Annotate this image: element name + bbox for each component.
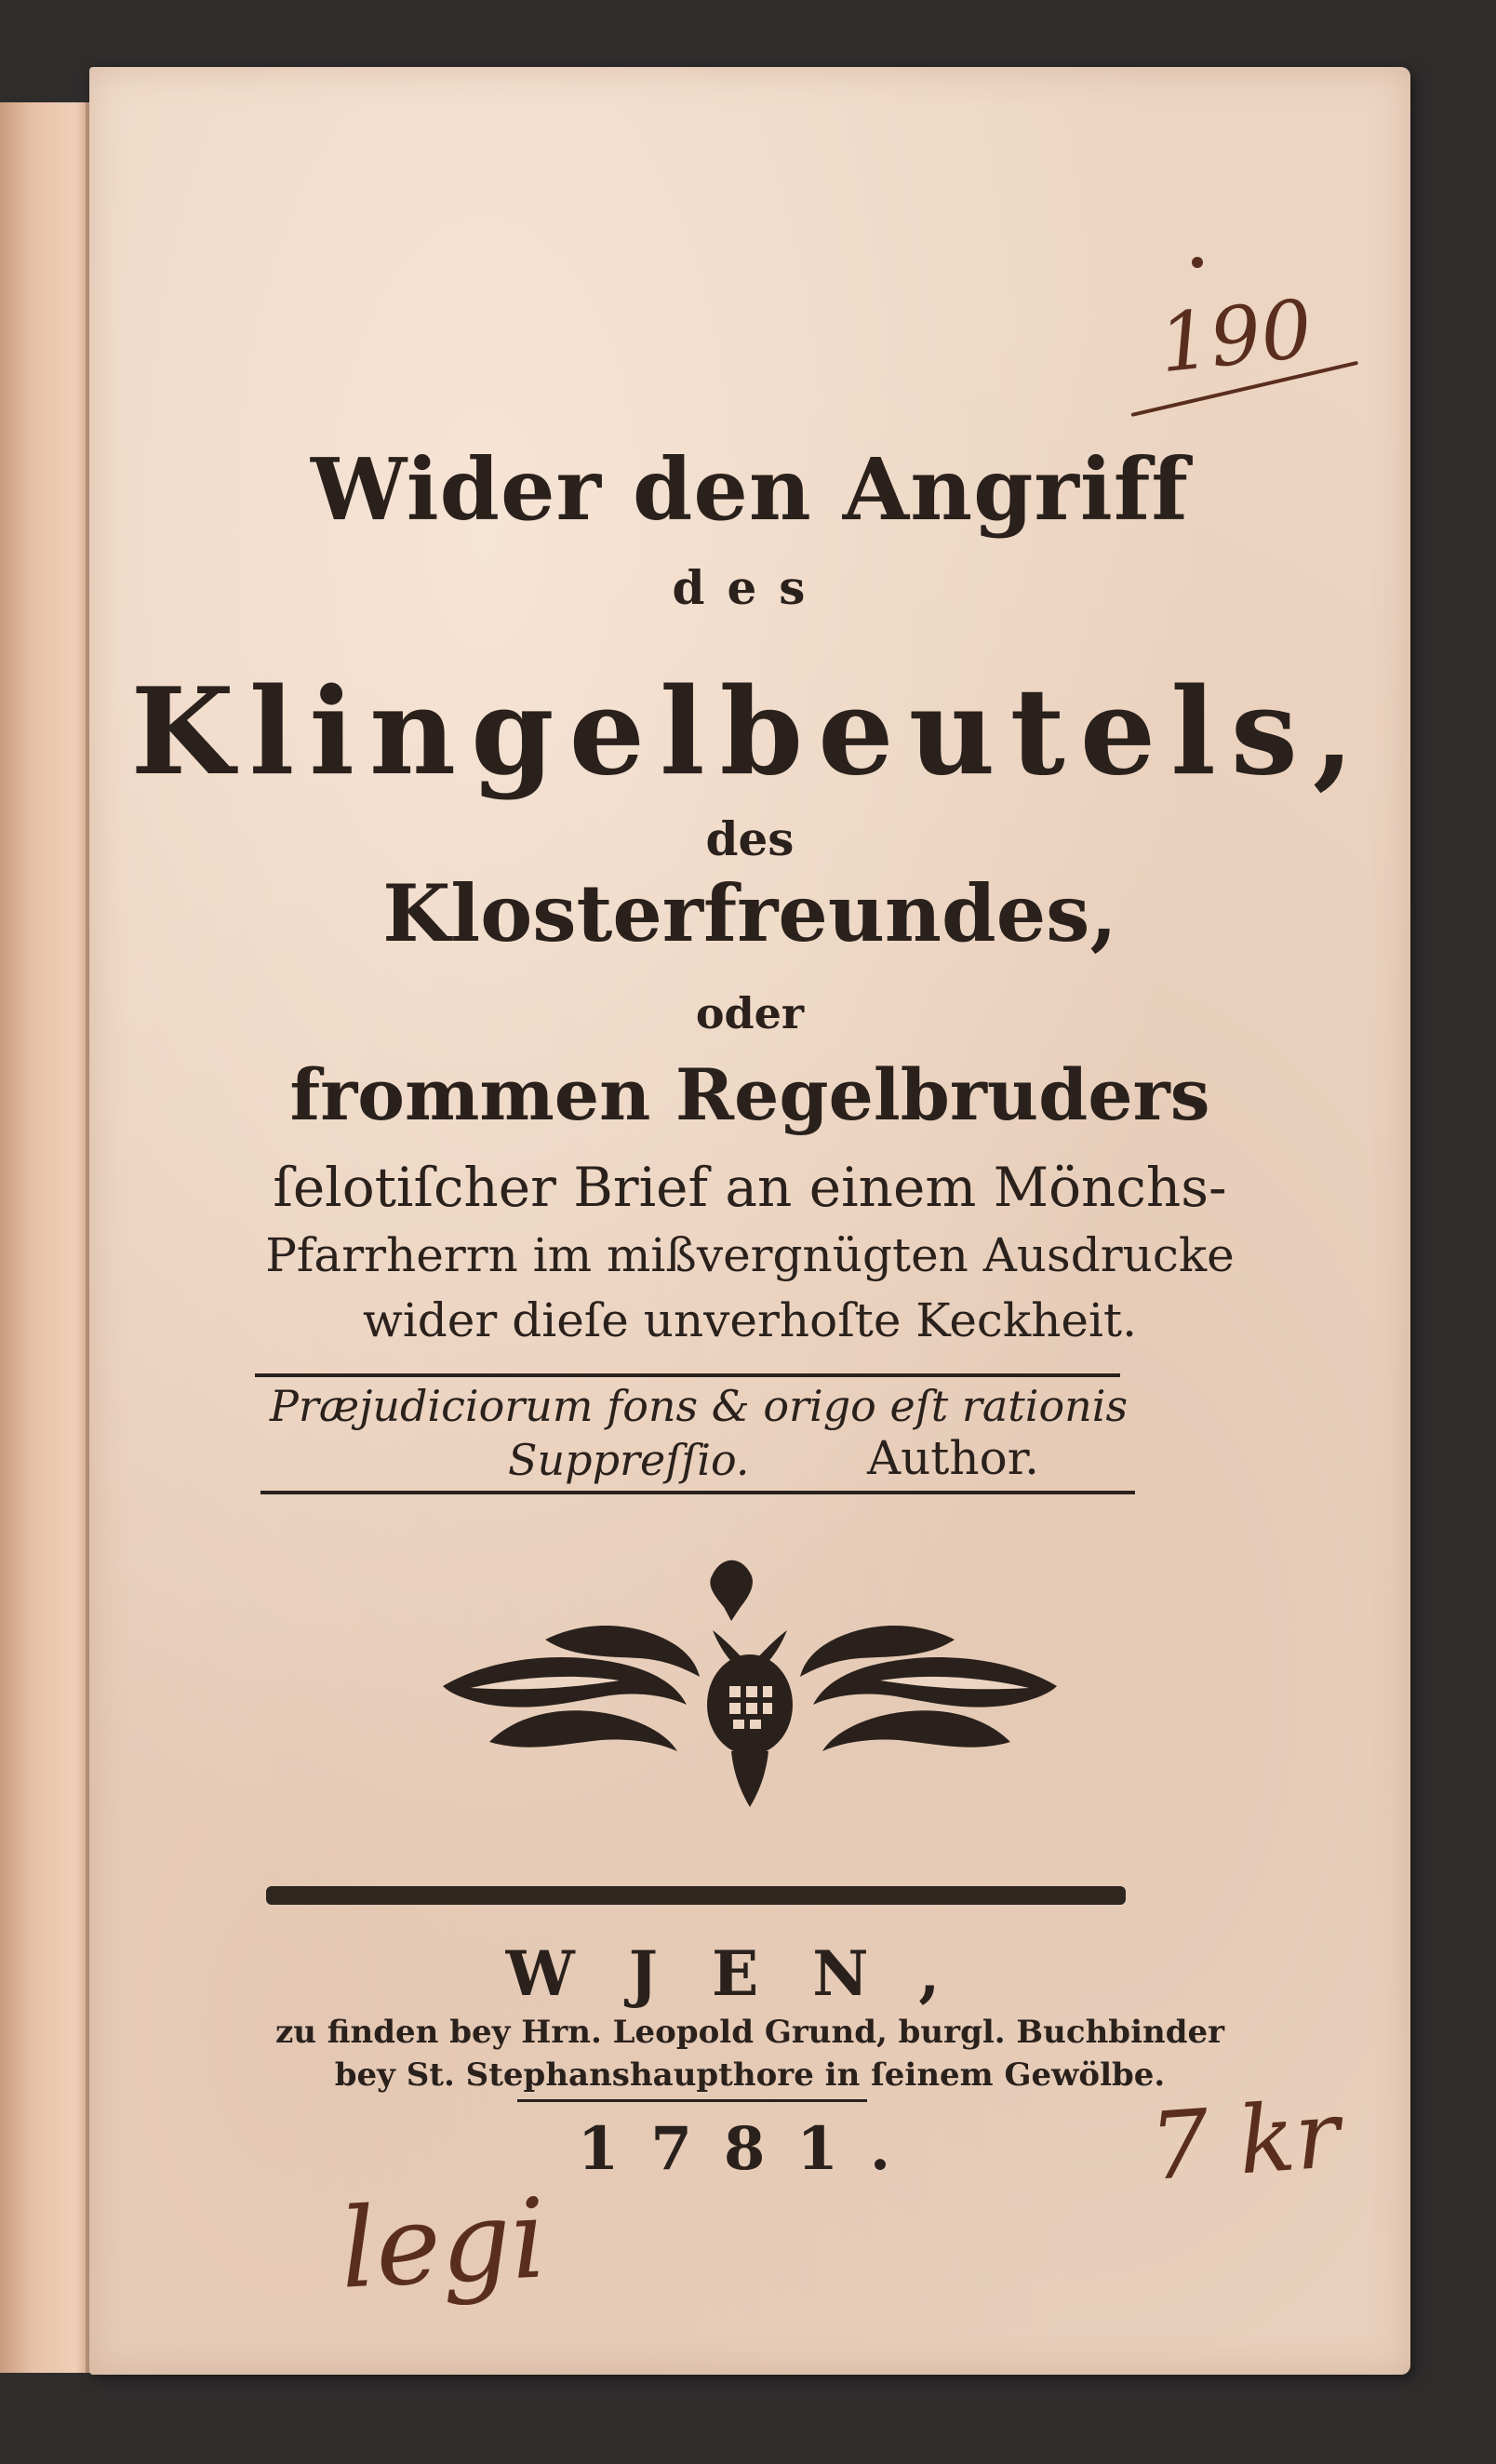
ink-dot <box>1192 257 1203 268</box>
previous-leaf-edge <box>0 102 95 2373</box>
title-line-2: Klingelbeutels, <box>130 663 1369 802</box>
divider-rule-top <box>255 1373 1120 1377</box>
motto-line-1: Præjudiciorum fons & origo eſt rationis <box>269 1381 1129 1431</box>
title-line-6: Pfarrherrn im mißvergnügten Ausdrucke <box>265 1228 1235 1282</box>
title-page <box>89 67 1410 2375</box>
motto-line-2: Suppreſſio. <box>508 1435 750 1485</box>
title-line-7: wider dieſe unverhoſte Keckheit. <box>363 1293 1137 1347</box>
handwritten-price-note: 7 kr <box>1146 2080 1343 2202</box>
divider-rule-bottom <box>260 1491 1135 1494</box>
title-des-2: des <box>705 811 795 866</box>
motto-author: Author. <box>867 1431 1040 1485</box>
title-line-5: ſelotiſcher Brief an einem Mönchs- <box>273 1156 1227 1219</box>
printers-ornament <box>434 1556 1066 1816</box>
title-oder: oder <box>695 988 805 1038</box>
title-line-1: Wider den Angriff <box>311 439 1189 540</box>
year-rule <box>517 2099 867 2102</box>
imprint-year: 1781. <box>577 2114 923 2184</box>
imprint-line-2: bey St. Stephanshaupthore in ſeinem Gewölbe. <box>334 2056 1166 2094</box>
title-line-4: frommen Regelbruders <box>289 1053 1210 1136</box>
shelfmark-number: 190 <box>1155 282 1316 392</box>
imprint-place: WJEN, <box>505 1937 995 2010</box>
title-line-3: Klosterfreundes, <box>382 867 1117 959</box>
handwritten-legi-note: legi <box>337 2174 550 2313</box>
title-des-1: des <box>672 560 828 615</box>
imprint-line-1: zu finden bey Hrn. Leopold Grund, burgl. Buchbinder <box>274 2014 1225 2051</box>
heavy-rule <box>266 1886 1126 1905</box>
